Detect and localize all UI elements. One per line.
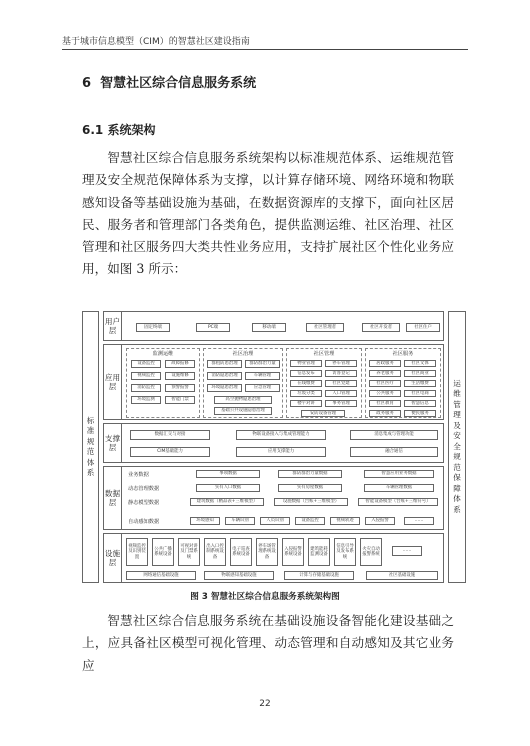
app-cell: 访客登记 (325, 370, 357, 377)
subsection-number: 6.1 (82, 123, 104, 137)
infra-cell: 停车场管理系统设备 (256, 538, 278, 566)
app-cell: 社区商业 (404, 370, 436, 377)
app-cell: 群防群治力量 (245, 360, 280, 368)
app-cell: 居政服务 (369, 360, 401, 367)
subsection-title: 系统架构 (107, 123, 156, 137)
app-cell: 设施维修 (165, 372, 195, 380)
application-layer-label: 应用层 (104, 345, 122, 419)
data-row-title: 静态模型数据 (128, 500, 160, 506)
data-cell: 智慧应用业务数据 (364, 470, 434, 478)
infra-base-cell: 社区基础设施 (366, 571, 438, 580)
app-cell: 社区党建 (325, 380, 357, 387)
app-cell: 消防监控 (131, 384, 161, 392)
app-cell: 政务服务 (369, 410, 401, 417)
body-paragraph-1: 智慧社区综合信息服务系统架构以标准规范体系、运维规范管理及安全规范保障体系为支撑，以计算存储环境、网络环境和物联感知设备等基础设施为基础，在数据资源库的支撑下，面向社区居民、服务者和管理部门各类角色，提供监测运维、社区治理、社区管理和社区服务四大类共性业务应用，支持扩展社区个性化业务应用，如图 3 所示： (82, 150, 454, 277)
app-cell: 在线缴费 (290, 380, 322, 387)
app-cell: 视频监控 (131, 372, 161, 380)
app-cell: 高空抛物隐患治理 (214, 396, 272, 404)
data-row-title: 动态管理数据 (128, 486, 160, 492)
app-group-title: 监测运维 (152, 351, 174, 357)
user-layer-label: 用户层 (104, 312, 122, 340)
app-group-services (365, 348, 441, 418)
infra-cell: 视频监控及识别装置 (126, 538, 148, 566)
user-cell: 社区管理者 (306, 323, 344, 332)
architecture-diagram (82, 311, 466, 583)
section-number: 6 (82, 76, 92, 91)
infra-cell: 建筑能耗监测设备 (308, 538, 330, 566)
data-cell: 视频轨迹 (330, 517, 360, 525)
infrastructure-layer (103, 533, 444, 583)
app-cell: 人口管理 (325, 390, 357, 397)
infra-base-cell: 物联感知基础设施 (204, 571, 274, 580)
app-cell: 群租防患治理 (207, 360, 242, 368)
support-cell: 融合通信 (350, 447, 438, 457)
data-cell: 事项数据 (196, 470, 260, 478)
user-layer (103, 311, 444, 341)
section-title: 智慧社区综合信息服务系统 (100, 76, 257, 91)
app-cell: 消防隐患治理 (207, 372, 242, 380)
app-cell: 智慧信息 (404, 400, 436, 407)
user-cell: 固定终端 (136, 323, 170, 332)
app-group-management (286, 348, 362, 418)
data-cell: 实有房屋数据 (278, 484, 342, 492)
app-cell: 养老服务 (369, 370, 401, 377)
infra-cell: 公共广播系统设备 (152, 538, 174, 566)
app-cell: 社区医疗 (369, 380, 401, 387)
support-cell: 数据汇交与对接 (130, 430, 210, 440)
data-cell: …… (404, 517, 434, 525)
infra-cell: 可视对讲及门禁系统 (178, 538, 200, 566)
app-cell: 安防设备管理 (301, 410, 345, 417)
infra-cell: 入侵报警系统设备 (282, 538, 304, 566)
body-paragraph-2: 智慧社区综合信息服务系统在基础设施设备智能化建设基础之上，应具备社区模型可视化管理、动态管理和自动感知及其它业务应 (82, 613, 454, 673)
app-group-monitoring (126, 348, 200, 418)
support-cell: 消息集成与管理功能 (350, 430, 438, 440)
data-cell: 人员识别 (260, 517, 290, 525)
application-layer (103, 344, 444, 420)
app-cell: 智能门禁 (165, 396, 195, 404)
ops-security-system-bar: 运维管理及安全规范保障体系 (448, 311, 466, 583)
app-cell: 环境隐患治理 (207, 384, 242, 392)
app-cell: 停车管理 (325, 360, 357, 367)
data-cell: 入侵报警 (365, 517, 395, 525)
user-cell: 移动端 (252, 323, 286, 332)
app-cell: 预警报警 (165, 384, 195, 392)
support-cell: 物联设备接入与集成管理能力 (236, 430, 326, 440)
data-cell: 群防群治力量数据 (278, 470, 342, 478)
app-cell: 公共服务 (369, 390, 401, 397)
data-row-title: 自动感知数据 (128, 519, 160, 525)
data-cell: 智能设备模型（台账+三维符号） (358, 498, 438, 506)
user-cell: PC端 (196, 323, 230, 332)
support-cell: CIM基础能力 (130, 447, 210, 457)
support-cell: 应用支撑能力 (236, 447, 326, 457)
data-cell: 设备监控 (295, 517, 325, 525)
user-cell: 社区住户 (406, 323, 440, 332)
data-layer (103, 466, 444, 530)
infra-cell: …… (392, 546, 422, 556)
support-layer-label: 支撑层 (104, 424, 122, 462)
standards-system-bar: 标准规范体系 (82, 311, 99, 583)
infrastructure-layer-label: 设施层 (104, 534, 122, 582)
app-cell: 生活缴费 (404, 380, 436, 387)
app-group-title: 社区治理 (232, 351, 254, 357)
app-cell: 便民服务 (404, 410, 436, 417)
app-cell: 楼宇对讲 (290, 400, 322, 407)
app-group-title: 社区管理 (313, 351, 335, 357)
app-cell: 应急管理 (245, 384, 280, 392)
app-cell: 垃圾分类 (290, 390, 322, 397)
app-cell: 社区电商 (404, 390, 436, 397)
data-cell: 车辆识别 (225, 517, 255, 525)
support-layer (103, 423, 444, 463)
data-cell: 实有人口数据 (196, 484, 260, 492)
page-number: 22 (259, 699, 271, 709)
app-cell: 故障报修 (165, 360, 195, 368)
app-cell: 物业管理 (290, 360, 322, 367)
infra-cell: 火灾自动报警系统 (360, 538, 382, 566)
app-cell: 基础公共设施隐患治理 (214, 407, 272, 415)
infra-base-cell: 计算与存储基础设施 (284, 571, 354, 580)
app-cell: 社区文体 (404, 360, 436, 367)
app-cell: 环境监测 (131, 396, 161, 404)
app-cell: 设备监控 (131, 360, 161, 368)
infra-cell: 出入口控制系统设备 (204, 538, 226, 566)
section-heading (82, 72, 256, 91)
app-cell: 车辆管理 (245, 372, 280, 380)
app-cell: 信息发布 (290, 370, 322, 377)
header-rule (62, 49, 468, 50)
subsection-heading (82, 121, 155, 138)
running-header: 基于城市信息模型（CIM）的智慧社区建设指南 (62, 37, 250, 47)
app-group-governance (203, 348, 283, 418)
data-layer-label: 数据层 (104, 467, 122, 529)
infra-cell: 信息引导及发布系统 (334, 538, 356, 566)
app-cell: 事务管理 (325, 400, 357, 407)
infra-cell: 电子巡查系统设备 (230, 538, 252, 566)
data-cell: 环境感知 (190, 517, 220, 525)
data-cell: 建筑数据（精品表+三维模型） (190, 498, 264, 506)
user-cell: 社区开发者 (362, 323, 400, 332)
infra-base-cell: 网络通信基础设施 (126, 571, 196, 580)
figure-caption: 图 3 智慧社区综合信息服务系统架构图 (190, 592, 340, 602)
app-cell: 社区教育 (369, 400, 401, 407)
data-row-title: 业务数据 (128, 472, 149, 478)
data-cell: 车辆管理数据 (364, 484, 434, 492)
app-group-title: 社区服务 (392, 351, 414, 357)
data-cell: 设施数据（台账+三维模型） (274, 498, 348, 506)
